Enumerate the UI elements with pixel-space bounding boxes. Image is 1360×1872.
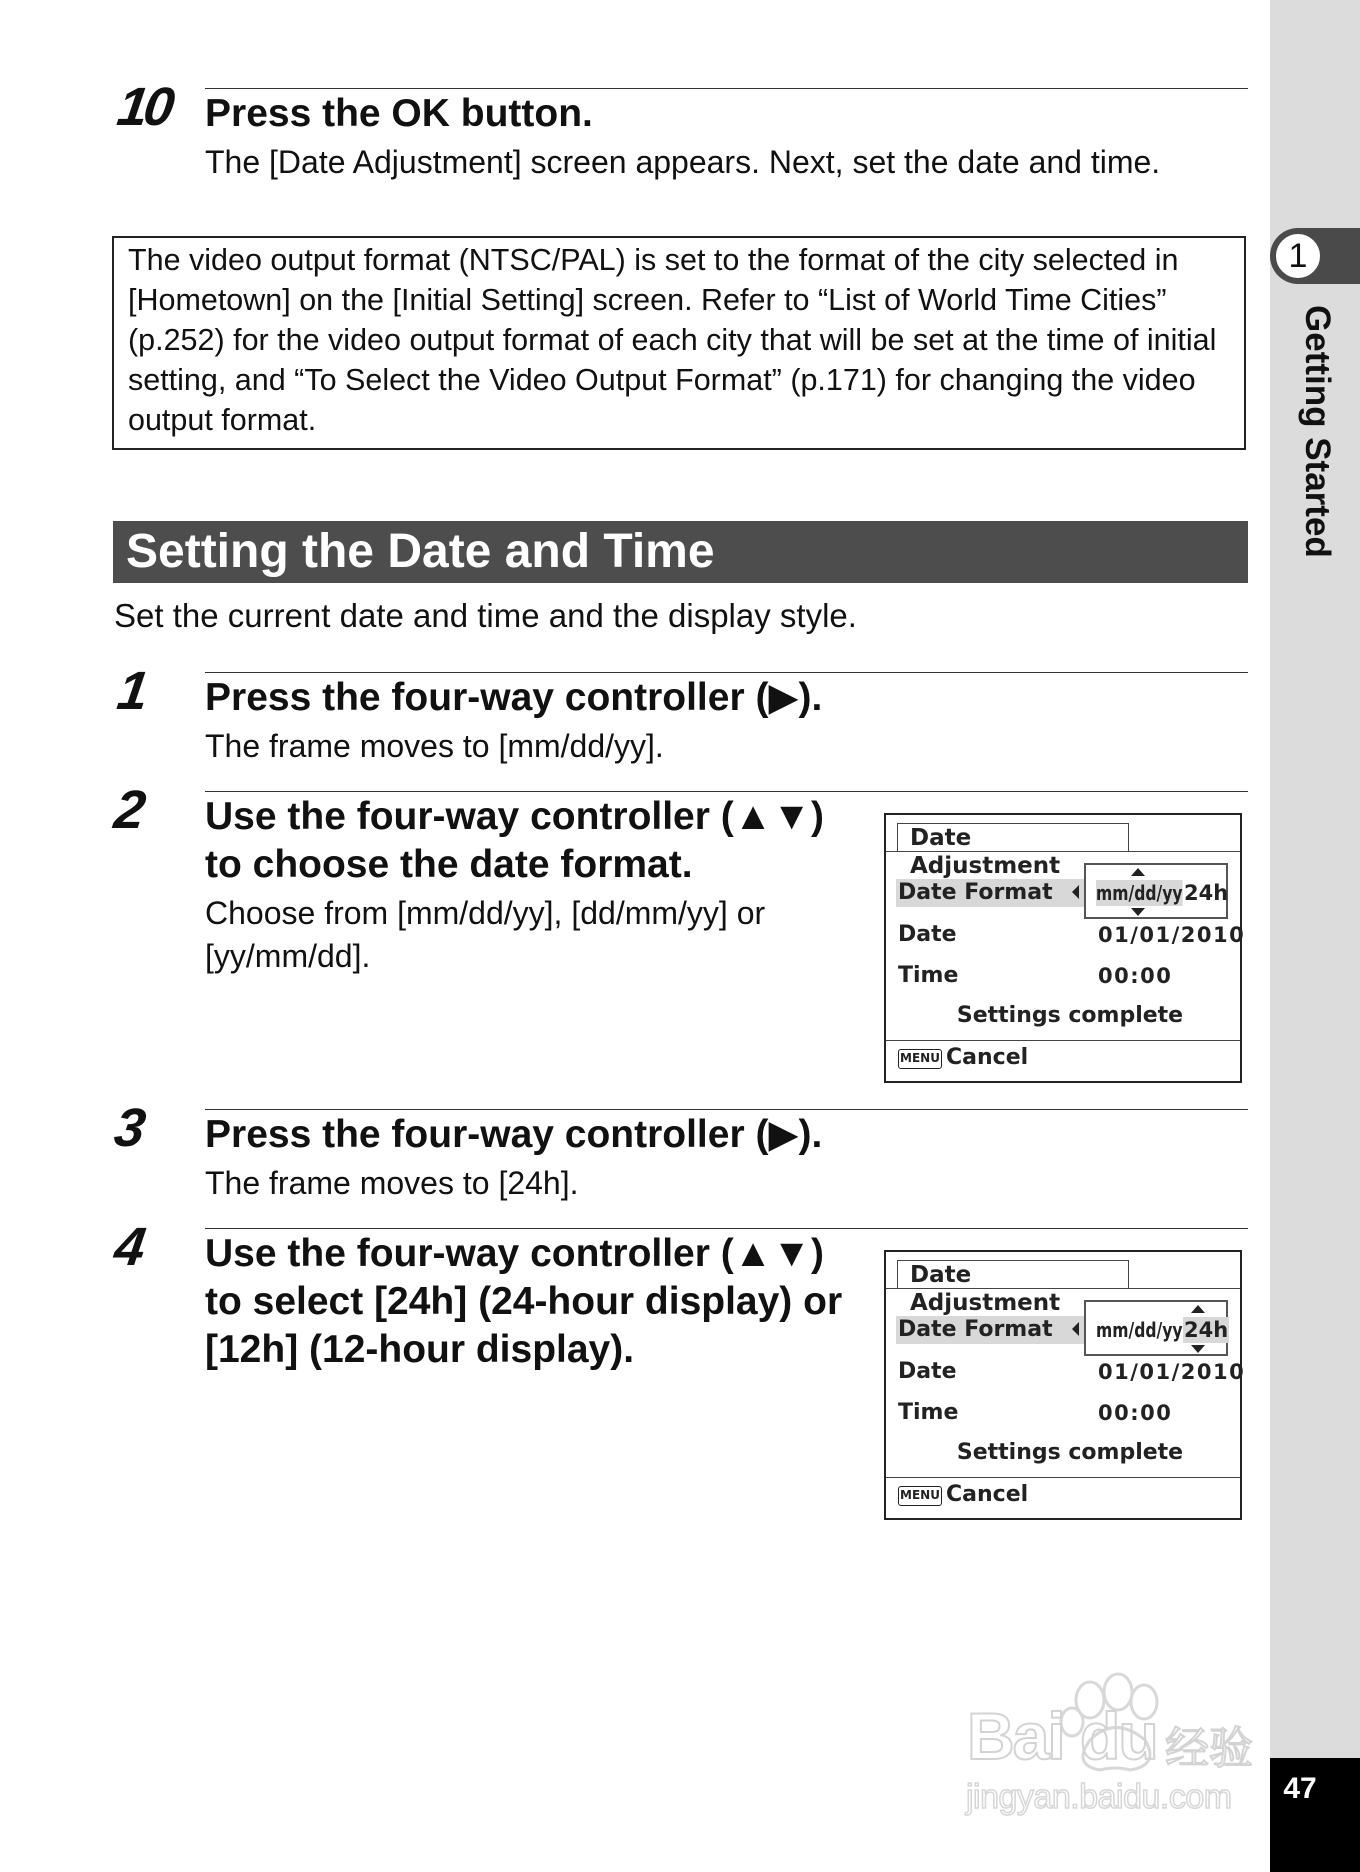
step-number-3: 3	[110, 1098, 146, 1158]
video-format-note	[112, 236, 1246, 450]
watermark-brand: Bai du	[967, 1699, 1157, 1773]
hour-format-value: 24h	[1184, 1318, 1229, 1342]
time-label: Time	[898, 1400, 959, 1425]
down-arrow-icon	[1191, 1345, 1205, 1353]
left-arrow-icon	[1072, 1322, 1079, 1336]
step-number-10: 10	[113, 77, 175, 137]
menu-icon: MENU	[898, 1049, 942, 1069]
step-number-4: 4	[110, 1217, 146, 1277]
date-label: Date	[898, 1359, 957, 1384]
chapter-title: Getting Started	[1298, 305, 1337, 558]
step-number-1: 1	[113, 661, 149, 721]
date-adjustment-screen-2	[884, 1250, 1246, 1520]
date-format-label: Date Format	[898, 1317, 1053, 1342]
step-2-title-line1: Use the four-way controller (▲▼)	[205, 795, 824, 838]
step-2-body-line2: [yy/mm/dd].	[205, 938, 371, 974]
step-rule	[205, 791, 1248, 792]
lcd-footer-rule	[886, 1477, 1240, 1478]
step-4-title-line2: to select [24h] (24-hour display) or	[205, 1280, 843, 1323]
hour-format-value: 24h	[1184, 881, 1229, 905]
step-rule	[205, 672, 1248, 673]
step-2-title-line2: to choose the date format.	[205, 843, 693, 886]
lcd-header: Date Adjustment	[897, 823, 1129, 851]
step-number-2: 2	[110, 780, 146, 840]
settings-complete: Settings complete	[956, 1440, 1184, 1465]
date-format-value: mm/dd/yy	[1096, 881, 1183, 905]
step-4-title-line3: [12h] (12-hour display).	[205, 1328, 635, 1371]
page-number: 47	[1283, 1772, 1317, 1805]
step-rule	[205, 1109, 1248, 1110]
watermark-url: jingyan.baidu.com	[966, 1778, 1232, 1816]
step-1-body: The frame moves to [mm/dd/yy].	[205, 728, 664, 764]
cancel-label: Cancel	[946, 1045, 1029, 1070]
date-format-label: Date Format	[898, 880, 1053, 905]
lcd-header-rule	[886, 851, 1240, 852]
step-10-title: Press the OK button.	[205, 92, 593, 135]
step-4-title-line1: Use the four-way controller (▲▼)	[205, 1232, 824, 1275]
date-adjustment-screen-1	[884, 813, 1246, 1083]
left-arrow-icon	[1072, 885, 1079, 899]
date-value: 01/01/2010	[1098, 923, 1246, 947]
time-value: 00:00	[1098, 964, 1173, 988]
date-format-value: mm/dd/yy	[1096, 1318, 1183, 1342]
lcd-header: Date Adjustment	[897, 1260, 1129, 1288]
menu-icon: MENU	[898, 1486, 942, 1506]
step-rule	[205, 1228, 1248, 1229]
step-1-title: Press the four-way controller (▶).	[205, 676, 823, 719]
step-3-body: The frame moves to [24h].	[205, 1165, 579, 1201]
cancel-label: Cancel	[946, 1482, 1029, 1507]
down-arrow-icon	[1131, 908, 1145, 916]
time-value: 00:00	[1098, 1401, 1173, 1425]
date-value: 01/01/2010	[1098, 1360, 1246, 1384]
lcd-footer-rule	[886, 1040, 1240, 1041]
watermark-chinese: 经验	[1165, 1724, 1253, 1773]
section-title: Setting the Date and Time	[126, 525, 715, 578]
time-label: Time	[898, 963, 959, 988]
settings-complete: Settings complete	[956, 1003, 1184, 1028]
date-label: Date	[898, 922, 957, 947]
up-arrow-icon	[1131, 868, 1145, 876]
step-10-body: The [Date Adjustment] screen appears. Next, set the date and time.	[205, 144, 1161, 180]
section-intro: Set the current date and time and the display style.	[114, 597, 857, 634]
lcd-header-rule	[886, 1288, 1240, 1289]
chapter-number: 1	[1274, 232, 1322, 280]
step-2-body-line1: Choose from [mm/dd/yy], [dd/mm/yy] or	[205, 895, 766, 931]
note-text: The video output format (NTSC/PAL) is set to the format of the city selected in [Hometown] on the [Initial Setting] screen. Refer to “List of World Time Cities” (p.252) for the video output format of each city that will be set at the time of initial setting, and “To Select the Video Output Format” (p.171) for changing the video output format.	[128, 243, 1217, 437]
up-arrow-icon	[1191, 1305, 1205, 1313]
step-rule	[205, 88, 1248, 89]
step-3-title: Press the four-way controller (▶).	[205, 1113, 823, 1156]
